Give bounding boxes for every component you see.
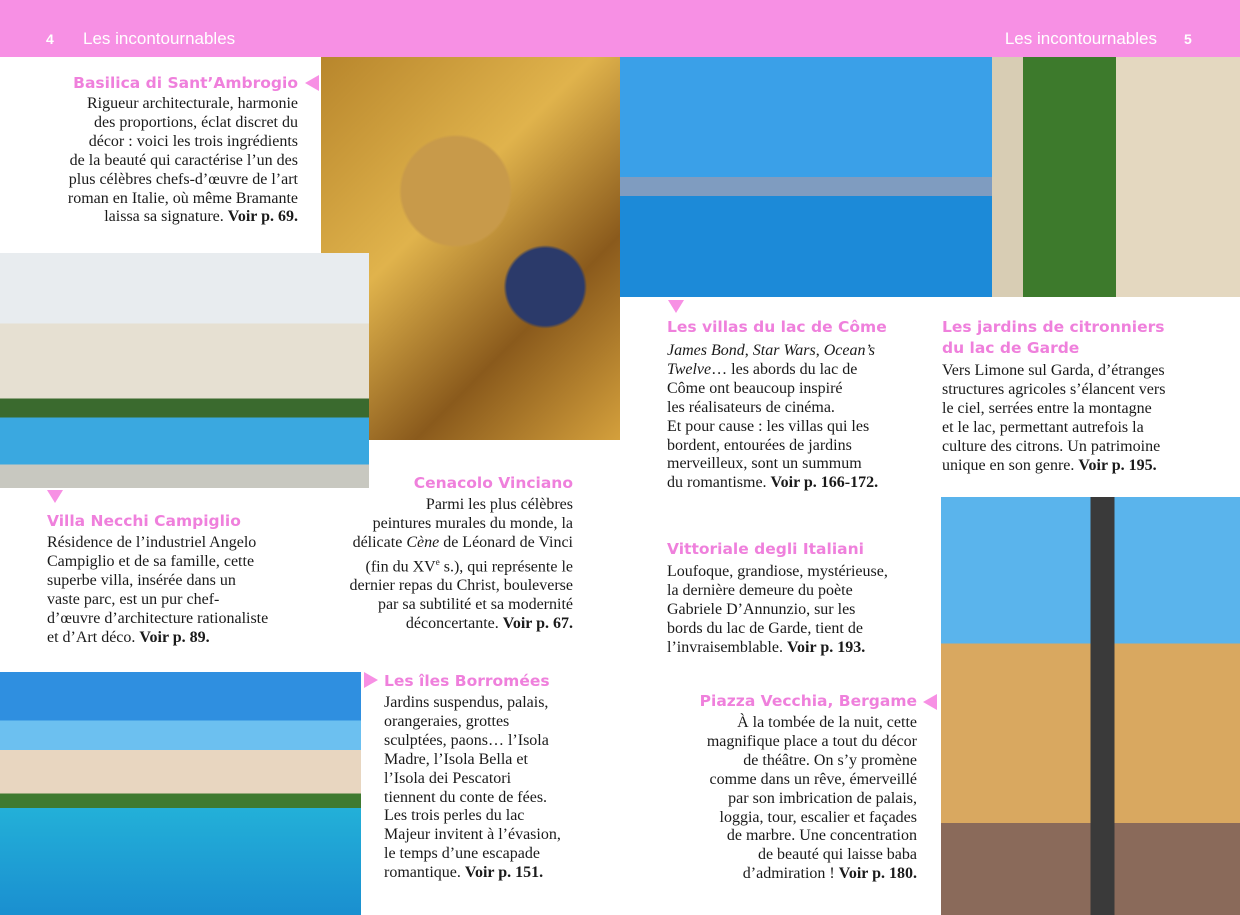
text-segment: déconcertante. bbox=[405, 614, 503, 632]
text-segment: (fin du XV bbox=[365, 558, 436, 576]
page-reference: Voir p. 180. bbox=[838, 865, 917, 883]
body-garde bbox=[942, 362, 1165, 475]
heading-garde bbox=[942, 317, 1164, 359]
text-line bbox=[667, 620, 888, 639]
text-line bbox=[350, 596, 573, 615]
text-segment: merveilleux, sont un summum bbox=[667, 455, 862, 473]
text-line bbox=[942, 400, 1165, 419]
text-line bbox=[942, 362, 1165, 381]
text-segment: romantique. bbox=[384, 864, 465, 882]
text-segment: dernier repas du Christ, bouleverse bbox=[349, 576, 573, 594]
text-segment: structures agricoles s’élancent vers bbox=[942, 380, 1166, 398]
text-segment: des proportions, éclat discret du bbox=[94, 113, 298, 131]
body-borromees bbox=[384, 694, 561, 883]
text-line bbox=[47, 572, 268, 591]
body-cenacolo bbox=[350, 496, 573, 634]
page-reference: Voir p. 151. bbox=[464, 864, 544, 882]
text-segment: du romantisme. bbox=[667, 474, 771, 492]
text-line bbox=[350, 496, 573, 515]
text-segment: , bbox=[744, 342, 753, 359]
text-line bbox=[667, 342, 878, 361]
text-segment: À la tombée de la nuit, cette bbox=[737, 714, 917, 731]
text-segment: Campiglio et de sa famille, cette bbox=[47, 552, 255, 570]
text-line bbox=[667, 474, 878, 493]
text-segment: peintures murales du monde, la bbox=[372, 514, 573, 532]
text-line bbox=[68, 114, 298, 133]
text-line bbox=[384, 789, 561, 808]
text-line bbox=[68, 95, 298, 114]
text-segment: vaste parc, est un pur chef- bbox=[47, 590, 220, 608]
text-segment: Jardins suspendus, palais, bbox=[384, 694, 549, 711]
text-line bbox=[667, 563, 888, 582]
text-line bbox=[384, 770, 561, 789]
text-segment: le temps d’une escapade bbox=[384, 845, 540, 863]
right-page-number: 5 bbox=[1184, 31, 1192, 47]
text-segment: Majeur invitent à l’évasion, bbox=[384, 826, 561, 844]
page-reference: Voir p. 166-172. bbox=[770, 474, 879, 492]
text-line bbox=[707, 790, 917, 809]
text-line bbox=[942, 438, 1165, 457]
text-segment: orangeraies, grottes bbox=[384, 712, 510, 730]
text-segment: laissa sa signature. bbox=[104, 208, 228, 226]
page-reference: Voir p. 67. bbox=[502, 614, 573, 632]
body-piazza bbox=[707, 714, 917, 884]
left-running-title: Les incontournables bbox=[83, 29, 236, 48]
text-line bbox=[707, 846, 917, 865]
text-line bbox=[384, 845, 561, 864]
text-segment: James Bond bbox=[667, 342, 745, 359]
text-segment: Et pour cause : les villas qui les bbox=[667, 417, 870, 435]
text-segment: et le lac, permettant autrefois la bbox=[942, 418, 1144, 436]
text-line bbox=[350, 553, 573, 577]
text-line bbox=[350, 534, 573, 553]
text-segment: décor : voici les trois ingrédients bbox=[88, 132, 298, 150]
text-line bbox=[667, 582, 888, 601]
right-running-title: Les incontournables bbox=[1004, 29, 1157, 48]
text-line bbox=[384, 694, 561, 713]
arrow-left-icon bbox=[923, 694, 937, 710]
text-line bbox=[350, 615, 573, 634]
text-segment: , bbox=[815, 342, 824, 359]
text-line bbox=[667, 399, 878, 418]
text-line bbox=[942, 457, 1165, 476]
heading-garde-line: Les jardins de citronniers bbox=[942, 318, 1165, 336]
text-segment: sculptées, paons… l’Isola bbox=[384, 731, 549, 749]
text-segment: Twelve bbox=[667, 360, 712, 378]
text-segment: de marbre. Une concentration bbox=[726, 827, 917, 845]
text-segment: plus célèbres chefs-d’œuvre de l’art bbox=[68, 170, 298, 188]
bergamo-photo bbox=[941, 497, 1240, 915]
text-line bbox=[707, 809, 917, 828]
text-segment: Les trois perles du lac bbox=[384, 807, 525, 825]
text-line bbox=[667, 455, 878, 474]
text-segment: les réalisateurs de cinéma. bbox=[667, 398, 835, 416]
text-line bbox=[707, 827, 917, 846]
text-segment: Côme ont beaucoup inspiré bbox=[667, 379, 843, 397]
text-segment: d’œuvre d’architecture rationaliste bbox=[47, 609, 269, 627]
lake-como-photo bbox=[620, 57, 1240, 297]
text-line bbox=[942, 381, 1165, 400]
borromees-photo bbox=[0, 672, 361, 915]
body-necchi bbox=[47, 534, 268, 647]
arrow-down-icon bbox=[668, 300, 684, 313]
text-segment: culture des citrons. Un patrimoine bbox=[942, 437, 1161, 455]
text-segment: comme dans un rêve, émerveillé bbox=[709, 770, 917, 788]
text-segment: superbe villa, insérée dans un bbox=[47, 571, 236, 589]
arrow-left-icon bbox=[305, 75, 319, 91]
text-line bbox=[68, 133, 298, 152]
text-line bbox=[667, 361, 878, 380]
text-line bbox=[68, 208, 298, 227]
text-segment: Madre, l’Isola Bella et bbox=[384, 750, 528, 768]
body-basilica bbox=[68, 95, 298, 227]
text-segment: unique en son genre. bbox=[942, 456, 1079, 474]
text-segment: Loufoque, grandiose, mystérieuse, bbox=[667, 563, 888, 580]
text-line bbox=[47, 553, 268, 572]
text-line bbox=[707, 733, 917, 752]
text-segment: loggia, tour, escalier et façades bbox=[719, 808, 917, 826]
text-line bbox=[707, 714, 917, 733]
text-segment: roman en Italie, où même Bramante bbox=[67, 189, 298, 207]
text-line bbox=[47, 629, 268, 648]
heading-piazza: Piazza Vecchia, Bergame bbox=[699, 692, 917, 710]
heading-borromees: Les îles Borromées bbox=[384, 672, 550, 690]
text-line bbox=[667, 601, 888, 620]
text-line bbox=[667, 639, 888, 658]
left-page-number: 4 bbox=[46, 31, 54, 47]
page-reference: Voir p. 195. bbox=[1078, 456, 1157, 474]
text-line bbox=[707, 865, 917, 884]
text-line bbox=[384, 713, 561, 732]
text-segment: tiennent du conte de fées. bbox=[384, 788, 548, 806]
text-line bbox=[667, 437, 878, 456]
text-line bbox=[350, 577, 573, 596]
text-segment: de beauté qui laisse baba bbox=[757, 846, 917, 864]
text-segment: Parmi les plus célèbres bbox=[425, 496, 573, 513]
text-segment: et d’Art déco. bbox=[47, 628, 140, 646]
text-line bbox=[384, 864, 561, 883]
text-segment: … les abords du lac de bbox=[711, 360, 858, 378]
page-reference: Voir p. 69. bbox=[227, 208, 298, 226]
text-segment: s.), qui représente le bbox=[439, 558, 573, 576]
text-segment: magnifique place a tout du décor bbox=[706, 732, 917, 750]
heading-garde-line: du lac de Garde bbox=[942, 339, 1080, 357]
text-segment: bords du lac de Garde, tient de bbox=[667, 619, 863, 637]
heading-cenacolo: Cenacolo Vinciano bbox=[413, 474, 573, 492]
text-line bbox=[384, 807, 561, 826]
heading-vittoriale: Vittoriale degli Italiani bbox=[667, 540, 864, 558]
heading-necchi: Villa Necchi Campiglio bbox=[47, 512, 241, 530]
text-segment: le ciel, serrées entre la montagne bbox=[942, 399, 1152, 417]
text-segment: Gabriele D’Annunzio, sur les bbox=[667, 600, 856, 618]
heading-come: Les villas du lac de Côme bbox=[667, 318, 887, 336]
text-line bbox=[47, 610, 268, 629]
text-line bbox=[47, 534, 268, 553]
text-line bbox=[384, 732, 561, 751]
text-line bbox=[350, 515, 573, 534]
text-segment: Cène bbox=[406, 533, 440, 551]
text-segment: de la beauté qui caractérise l’un des bbox=[69, 151, 298, 169]
text-segment: l’invraisemblable. bbox=[667, 638, 787, 656]
text-segment: Résidence de l’industriel Angelo bbox=[47, 534, 257, 551]
text-line bbox=[667, 380, 878, 399]
text-segment: Ocean’s bbox=[823, 342, 875, 359]
text-line bbox=[68, 152, 298, 171]
page-header bbox=[0, 0, 1240, 57]
text-segment: par sa subtilité et sa modernité bbox=[377, 595, 573, 613]
heading-basilica: Basilica di Sant’Ambrogio bbox=[73, 74, 298, 92]
text-segment: Rigueur architecturale, harmonie bbox=[86, 95, 298, 112]
text-segment: d’admiration ! bbox=[742, 865, 839, 883]
text-line bbox=[942, 419, 1165, 438]
text-line bbox=[707, 771, 917, 790]
text-segment: Star Wars bbox=[752, 342, 816, 359]
text-line bbox=[707, 752, 917, 771]
text-segment: l’Isola dei Pescatori bbox=[384, 769, 512, 787]
text-line bbox=[384, 826, 561, 845]
text-segment: de Léonard de Vinci bbox=[439, 533, 573, 551]
body-come bbox=[667, 342, 878, 493]
text-line bbox=[68, 190, 298, 209]
text-segment: par son imbrication de palais, bbox=[728, 789, 917, 807]
text-line bbox=[68, 171, 298, 190]
text-line bbox=[47, 591, 268, 610]
text-segment: Vers Limone sul Garda, d’étranges bbox=[942, 362, 1165, 379]
text-line bbox=[667, 418, 878, 437]
text-segment: de théâtre. On s’y promène bbox=[743, 751, 917, 769]
page-reference: Voir p. 89. bbox=[139, 628, 210, 646]
villa-necchi-photo bbox=[0, 253, 369, 488]
arrow-down-icon bbox=[47, 490, 63, 503]
arrow-right-icon bbox=[364, 672, 378, 688]
text-segment: bordent, entourées de jardins bbox=[667, 436, 852, 454]
text-segment: la dernière demeure du poète bbox=[667, 581, 853, 599]
text-segment: délicate bbox=[352, 533, 407, 551]
text-line bbox=[384, 751, 561, 770]
body-vittoriale bbox=[667, 563, 888, 658]
page-reference: Voir p. 193. bbox=[786, 638, 866, 656]
text-segment: e bbox=[435, 556, 440, 567]
